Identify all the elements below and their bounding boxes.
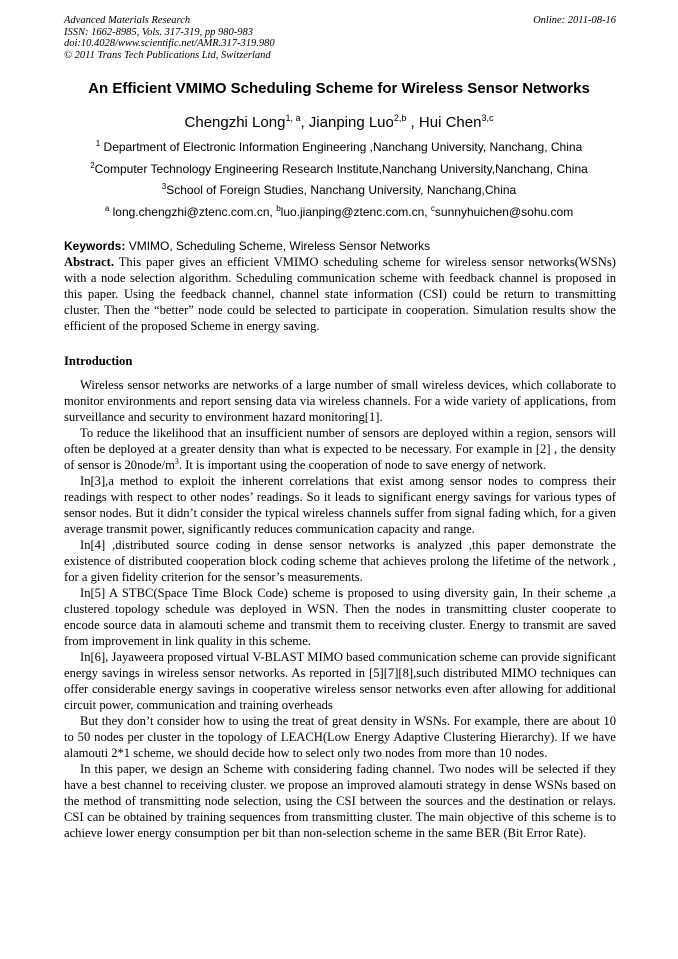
keywords-label: Keywords: bbox=[64, 239, 126, 253]
keywords-line bbox=[64, 238, 616, 254]
journal-header bbox=[64, 15, 616, 61]
email-address: long.chengzhi@ztenc.com.cn, bbox=[109, 205, 277, 219]
affiliation-1 bbox=[40, 139, 638, 154]
introduction-body bbox=[64, 377, 616, 841]
email-marker: b bbox=[276, 204, 281, 213]
issn-line: ISSN: 1662-8985, Vols. 317-319, pp 980-983 bbox=[64, 26, 253, 38]
paragraph: But they don’t consider how to using the treat of great density in WSNs. For example, there are about 10 to 50 nodes per cluster in the topology of LEACH(Low Energy Adaptive Clustering Hierarchy). If we have alamouti 2*1 scheme, we should decide how to select only two nodes from more than 10 nodes. bbox=[64, 714, 616, 760]
author-name: Jianping Luo bbox=[308, 114, 394, 131]
abstract-label: Abstract. bbox=[64, 255, 115, 269]
email-address: luo.jianping@ztenc.com.cn, bbox=[280, 205, 431, 219]
author-superscript: 3,c bbox=[481, 113, 494, 123]
paragraph: In[4] ,distributed source coding in dense sensor networks is analyzed ,this paper demonstrate the existence of distributed cooperation block coding scheme that achieves prolong the lifetime of the network , for a given fidelity criterion for the sensor’s measurements. bbox=[64, 538, 616, 584]
abstract-text: This paper gives an efficient VMIMO scheduling scheme for wireless sensor networks(WSNs) with a node selection algorithm. Scheduling communication scheme with feedback channel is proposed in this paper. Using the feedback channel, channel state information (CSI) could be return to transmitting cluster. Then the “better” node could be selected to participate in cooperation. Simulation results show the efficient of the proposed Scheme in energy saving. bbox=[64, 255, 616, 333]
paper-title: An Efficient VMIMO Scheduling Scheme for Wireless Sensor Networks bbox=[88, 80, 590, 97]
paragraph: Wireless sensor networks are networks of a large number of small wireless devices, which collaborate to monitor environments and report sensing data via wireless channels. For a wide variety of applications, from surveillance and security to environment hazard monitoring[1]. bbox=[64, 378, 616, 424]
affiliation-text: Computer Technology Engineering Research Institute,Nanchang University,Nanchang, China bbox=[94, 162, 588, 176]
doi-line: doi:10.4028/www.scientific.net/AMR.317-319.980 bbox=[64, 38, 275, 49]
superscript: 3 bbox=[174, 456, 179, 466]
paragraph: In[3],a method to exploit the inherent correlations that exist among sensor nodes to compress their readings with respect to other nodes’ readings. So it leads to significant energy savings for various types of sensor nodes. But it didn’t consider the typical wireless channels suffer from signal fading which, for a given average transmit power, significantly reduces communication capacity and range. bbox=[64, 474, 616, 536]
author-list bbox=[40, 113, 638, 131]
paragraph: In[6], Jayaweera proposed virtual V-BLAST MIMO based communication scheme can provide significant energy savings in wireless sensor networks. As reported in [5][7][8],such distributed MIMO techniques can offer considerable energy savings in cooperative wireless sensor networks even after allowing for additional circuit power, communication and training overheads bbox=[64, 650, 616, 712]
copyright-line: © 2011 Trans Tech Publications Ltd, Switzerland bbox=[64, 49, 271, 61]
paragraph: In[5] A STBC(Space Time Block Code) scheme is proposed to using diversity gain, In their scheme ,a clustered topology schedule was deployed in WSN. Then the nodes in transmitting cluster cooperate to encode source data in alamouti scheme and transmit them to receiving cluster. Energy to transmit are saved from improvement in link quality in this scheme. bbox=[64, 586, 616, 648]
affiliation-text: Department of Electronic Information Engineering ,Nanchang University, Nanchang, China bbox=[100, 140, 583, 154]
author-superscript: 1, a bbox=[285, 113, 301, 123]
author-separator: , bbox=[406, 114, 419, 131]
author-name: Hui Chen bbox=[418, 114, 482, 131]
email-marker: a bbox=[104, 204, 110, 213]
paragraph bbox=[64, 425, 616, 473]
author-superscript: 2,b bbox=[393, 113, 407, 123]
email-line bbox=[40, 204, 638, 219]
paragraph-text: To reduce the likelihood that an insufficient number of sensors are deployed within a region, sensors will often be deployed at a greater density than what is expected to be necessary. For example in [2] , the density of sensor is 20node/m bbox=[64, 426, 616, 472]
keywords-text: VMIMO, Scheduling Scheme, Wireless Sensor Networks bbox=[125, 239, 431, 253]
email-address: sunnyhuichen@sohu.com bbox=[434, 205, 574, 219]
affiliation-marker: 3 bbox=[161, 182, 167, 191]
paragraph: In this paper, we design an Scheme with considering fading channel. Two nodes will be selected if they have a best channel to receiving cluster. we propose an improved alamouti strategy in dense WSNs based on the method of transmitting node selection, using the CSI between the sources and the destination or relays. CSI can be obtained by training sequences from transmitting cluster. The main objective of this scheme is to achieve lower energy consumption per bit than non-selection scheme in the same BER (Bit Error Rate). bbox=[64, 762, 616, 840]
paragraph-text: . It is important using the cooperation of node to save energy of network. bbox=[178, 458, 547, 472]
affiliation-text: School of Foreign Studies, Nanchang University, Nanchang,China bbox=[166, 183, 517, 197]
abstract bbox=[64, 254, 616, 334]
affiliation-2 bbox=[40, 161, 638, 176]
affiliation-3 bbox=[40, 182, 638, 197]
author-separator: , bbox=[300, 114, 309, 131]
journal-name: Advanced Materials Research bbox=[64, 15, 191, 26]
author-name: Chengzhi Long bbox=[184, 114, 286, 131]
affiliation-marker: 1 bbox=[95, 139, 101, 148]
email-marker: c bbox=[430, 204, 435, 213]
affiliation-marker: 2 bbox=[90, 161, 95, 170]
online-date: Online: 2011-08-16 bbox=[533, 15, 616, 26]
introduction-heading: Introduction bbox=[64, 354, 133, 368]
